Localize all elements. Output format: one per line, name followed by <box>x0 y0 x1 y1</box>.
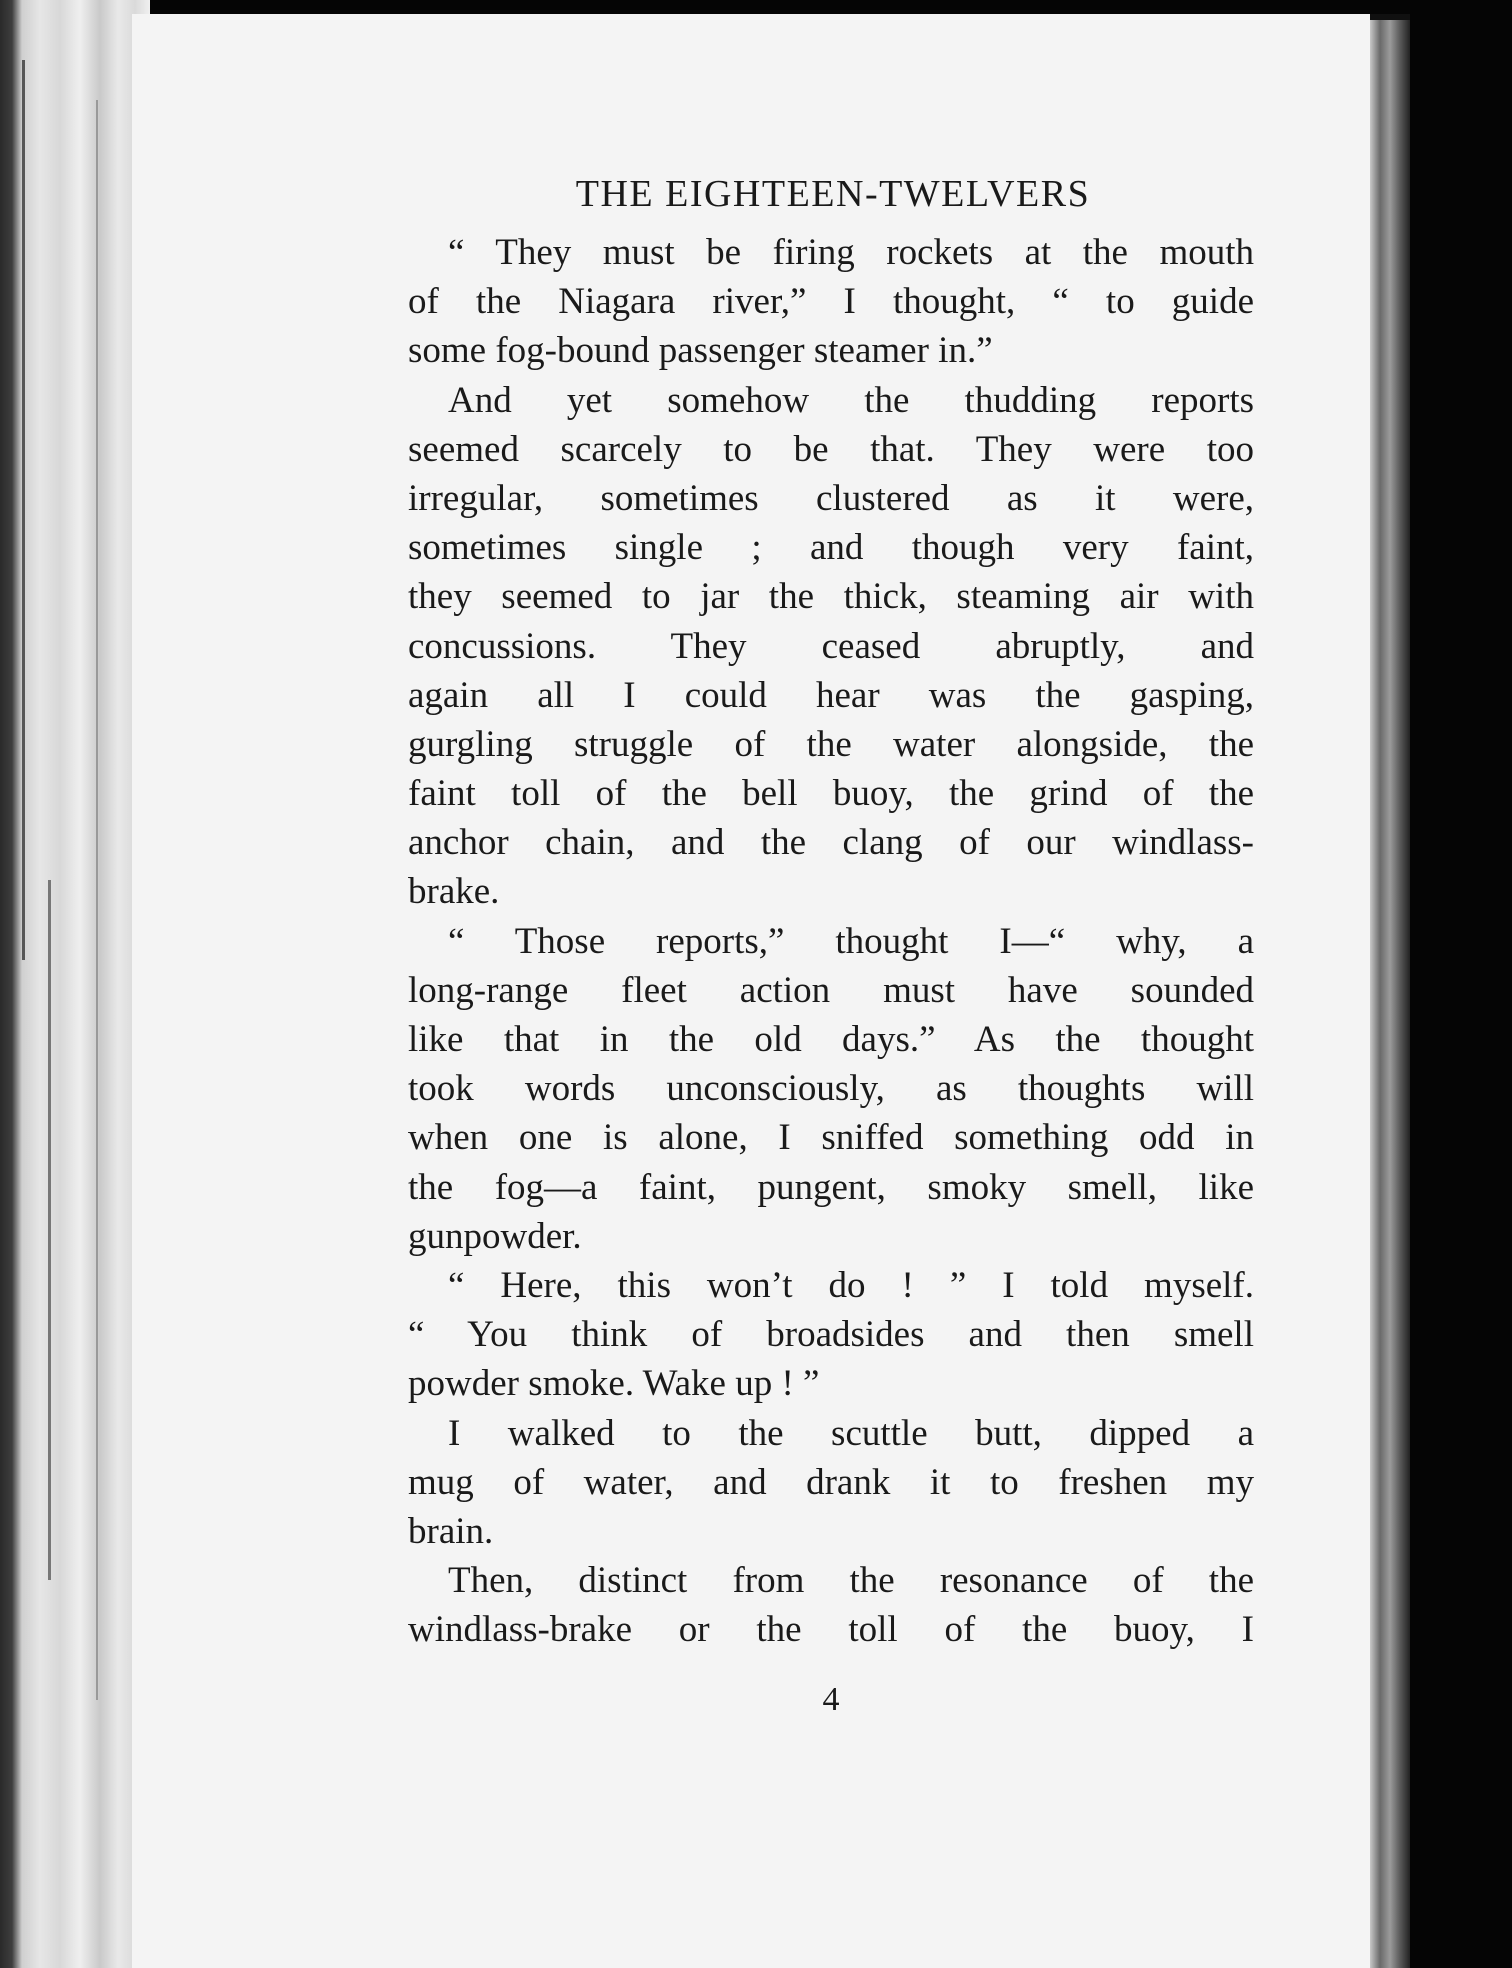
text-line: powder smoke. Wake up ! ” <box>408 1363 820 1405</box>
text-line: the fog—a faint, pungent, smoky smell, like <box>408 1166 1254 1208</box>
body-text <box>408 228 1254 1654</box>
text-line: And yet somehow the thudding reports <box>448 379 1254 421</box>
text-line: windlass-brake or the toll of the buoy, I <box>408 1609 1254 1651</box>
page-edge-streak <box>48 880 51 1580</box>
text-line: “ They must be firing rockets at the mouth <box>448 232 1254 273</box>
text-line: mug of water, and drank it to freshen my <box>408 1461 1254 1503</box>
text-line: gurgling struggle of the water alongside, the <box>408 723 1254 765</box>
text-line: brake. <box>408 871 500 913</box>
text-line: “ You think of broadsides and then smell <box>408 1314 1254 1356</box>
text-line: again all I could hear was the gasping, <box>408 674 1254 716</box>
scan-top-border <box>0 0 1512 14</box>
text-line: took words unconsciously, as thoughts will <box>408 1068 1254 1110</box>
text-line: of the Niagara river,” I thought, “ to guide <box>408 281 1254 323</box>
text-line: some fog-bound passenger steamer in.” <box>408 330 993 372</box>
text-line: Then, distinct from the resonance of the <box>448 1560 1254 1602</box>
page-number: 4 <box>822 1681 840 1718</box>
scan-right-border <box>1410 0 1512 1968</box>
text-line: like that in the old days.” As the thought <box>408 1019 1254 1060</box>
text-line: they seemed to jar the thick, steaming air with <box>408 576 1254 618</box>
text-line: sometimes single ; and though very faint, <box>408 527 1254 569</box>
book-page-edge-right <box>1370 20 1410 1968</box>
text-line: when one is alone, I sniffed something odd in <box>408 1117 1254 1159</box>
text-line: anchor chain, and the clang of our windlass- <box>408 822 1254 864</box>
book-page-edges-left <box>0 0 150 1968</box>
page-edge-streak <box>22 60 25 960</box>
text-line: “ Those reports,” thought I—“ why, a <box>448 920 1254 962</box>
text-line: faint toll of the bell buoy, the grind of the <box>408 773 1254 815</box>
page-edge-streak <box>96 100 98 1700</box>
text-line: I walked to the scuttle butt, dipped a <box>448 1412 1254 1454</box>
text-line: seemed scarcely to be that. They were too <box>408 428 1254 470</box>
text-line: long-range fleet action must have sounded <box>408 969 1254 1011</box>
text-line: gunpowder. <box>408 1215 582 1257</box>
text-line: “ Here, this won’t do ! ” I told myself. <box>448 1264 1254 1306</box>
text-line: concussions. They ceased abruptly, and <box>408 625 1254 667</box>
running-head: THE EIGHTEEN-TWELVERS <box>575 173 1091 215</box>
page-text <box>408 160 1254 1718</box>
text-line: brain. <box>408 1510 494 1552</box>
text-line: irregular, sometimes clustered as it were, <box>408 477 1254 519</box>
